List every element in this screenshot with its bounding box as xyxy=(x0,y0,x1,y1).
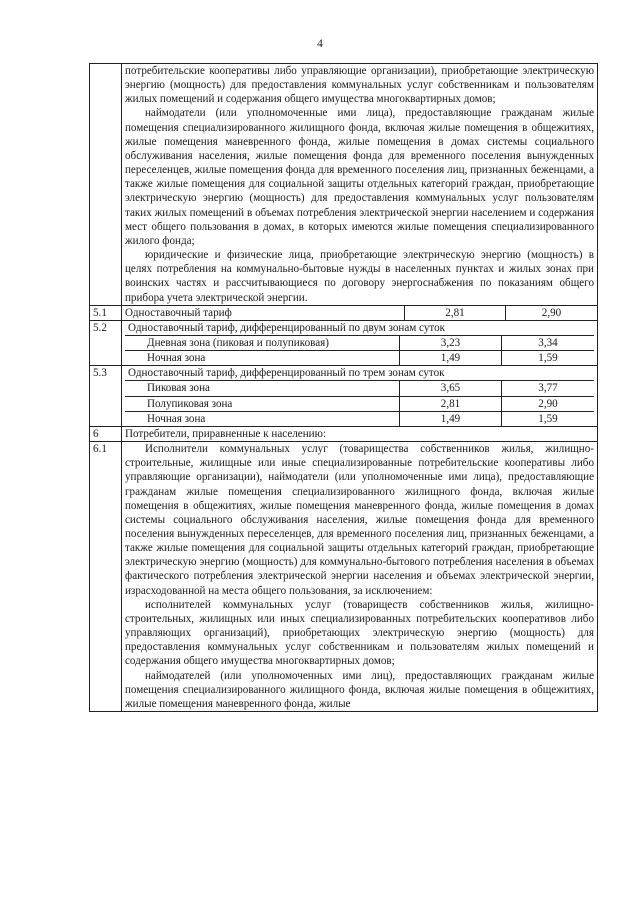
row-label: Потребители, приравненные к населению: xyxy=(122,426,598,441)
zone-row xyxy=(125,396,594,411)
zone-label: Пиковая зона xyxy=(125,381,400,395)
tariff-value-1: 1,49 xyxy=(400,351,502,365)
zone-row xyxy=(125,380,594,395)
zone-label: Ночная зона xyxy=(125,351,400,365)
row-group xyxy=(122,320,598,365)
table-row xyxy=(90,426,598,441)
tariff-value-2: 2,90 xyxy=(538,397,558,410)
table-row xyxy=(90,366,598,427)
table-row xyxy=(90,320,598,365)
table-row xyxy=(90,305,598,320)
row-number: 5.2 xyxy=(90,320,122,365)
row-label: Одноставочный тариф xyxy=(122,305,405,320)
paragraph: Исполнители коммунальных услуг (товарищества собственников жилья, жилищно-строительные, жилищные или иные специализированные потребительские кооперативы либо управляющие организации), наймодатели (или уполномоченные ими лица), предоставляющие гражданам жилые помещения специализированного жилищного фонда, включая жилые помещения в общежитиях, жилые помещения маневренного фонда, жилые помещения в домах системы социального обслуживания населения, жилые помещения фонда для временного поселения вынужденных переселенцев, для временного поселения лиц, признанных беженцами, а также жилые помещения для социальной защиты отдельных категорий граждан, приобретающие электрическую энергию (мощность) для коммунально-бытового потребления населения в объемах фактического потребления электрической энергии населения и объемах электрической энергии, израсходованной на места общего пользования, за исключением: xyxy=(125,443,594,597)
paragraph: исполнителей коммунальных услуг (товариществ собственников жилья, жилищно-строительных, жилищных или иных специализированных потребительских кооперативов либо управляющих организаций), приобретающих электрическую энергию (мощность) для предоставления коммунальных услуг собственникам и пользователям жилых помещений и содержания общего имущества многоквартирных домов; xyxy=(125,598,594,668)
row-group xyxy=(122,366,598,427)
tariff-value-2: 2,90 xyxy=(506,305,598,320)
tariff-value-1: 2,81 xyxy=(405,305,506,320)
paragraph: потребительские кооперативы либо управляющие организации), приобретающие электрическую энергию (мощность) для предоставления коммунальных услуг собственникам и пользователям жилых помещений и содержания общего имущества многоквартирных домов; xyxy=(125,65,594,106)
tariff-value-1: 3,23 xyxy=(400,336,502,350)
row-number: 5.1 xyxy=(90,305,122,320)
zone-label: Ночная зона xyxy=(125,412,400,426)
zone-label: Полупиковая зона xyxy=(125,397,400,411)
tariff-value-1: 2,81 xyxy=(400,397,502,411)
zone-row xyxy=(125,411,594,426)
table-row xyxy=(90,64,598,306)
tariff-table xyxy=(89,63,598,712)
paragraph: наймодателей (или уполномоченных ими лиц), предоставляющих гражданам жилые помещения специализированного жилищного фонда, включая жилые помещения в общежитиях, жилые помещения маневренного фонда, жилые xyxy=(125,669,594,710)
paragraph: наймодатели (или уполномоченные ими лица), предоставляющие гражданам жилые помещения специализированного жилищного фонда, включая жилые помещения в общежитиях, жилые помещения маневренного фонда, жилые помещения в домах системы социального обслуживания населения, жилые помещения фонда для временного поселения вынужденных переселенцев, жилые помещения фонда для временного поселения лиц, признанных беженцами, а также жилые помещения для социальной защиты отдельных категорий граждан, приобретающие электрическую энергию (мощность) для предоставления коммунальных услуг пользователям таких жилых помещений в объемах потребления электрической энергии населением и содержания мест общего пользования в домах, в которых имеются жилые помещения специализированного жилого фонда; xyxy=(125,107,594,247)
row-number: 6.1 xyxy=(90,442,122,712)
tariff-value-1: 3,65 xyxy=(400,381,502,395)
zone-row xyxy=(125,335,594,350)
row-number: 5.3 xyxy=(90,366,122,427)
page-number: 4 xyxy=(317,38,323,50)
tariff-value-2: 1,59 xyxy=(538,352,558,365)
group-header: Одноставочный тариф, дифференцированный по двум зонам суток xyxy=(128,321,446,334)
group-header: Одноставочный тариф, дифференцированный по трем зонам суток xyxy=(128,367,445,380)
tariff-value-2: 1,59 xyxy=(538,412,558,425)
row-text xyxy=(122,64,598,306)
paragraph: юридические и физические лица, приобретающие электрическую энергию (мощность) в целях потребления на коммунально-бытовые нужды в населенных пунктах и жилых зонах при воинских частях и рассчитывающиеся по договору энергоснабжения по показаниям общего прибора учета электрической энергии. xyxy=(125,249,594,304)
zone-label: Дневная зона (пиковая и полупиковая) xyxy=(125,336,400,350)
row-text xyxy=(122,442,598,712)
table-row xyxy=(90,442,598,712)
tariff-value-2: 3,77 xyxy=(538,382,558,395)
tariff-value-2: 3,34 xyxy=(538,336,558,349)
row-number xyxy=(90,64,122,306)
tariff-value-1: 1,49 xyxy=(400,412,502,426)
row-number: 6 xyxy=(90,426,122,441)
zone-row xyxy=(125,350,594,365)
